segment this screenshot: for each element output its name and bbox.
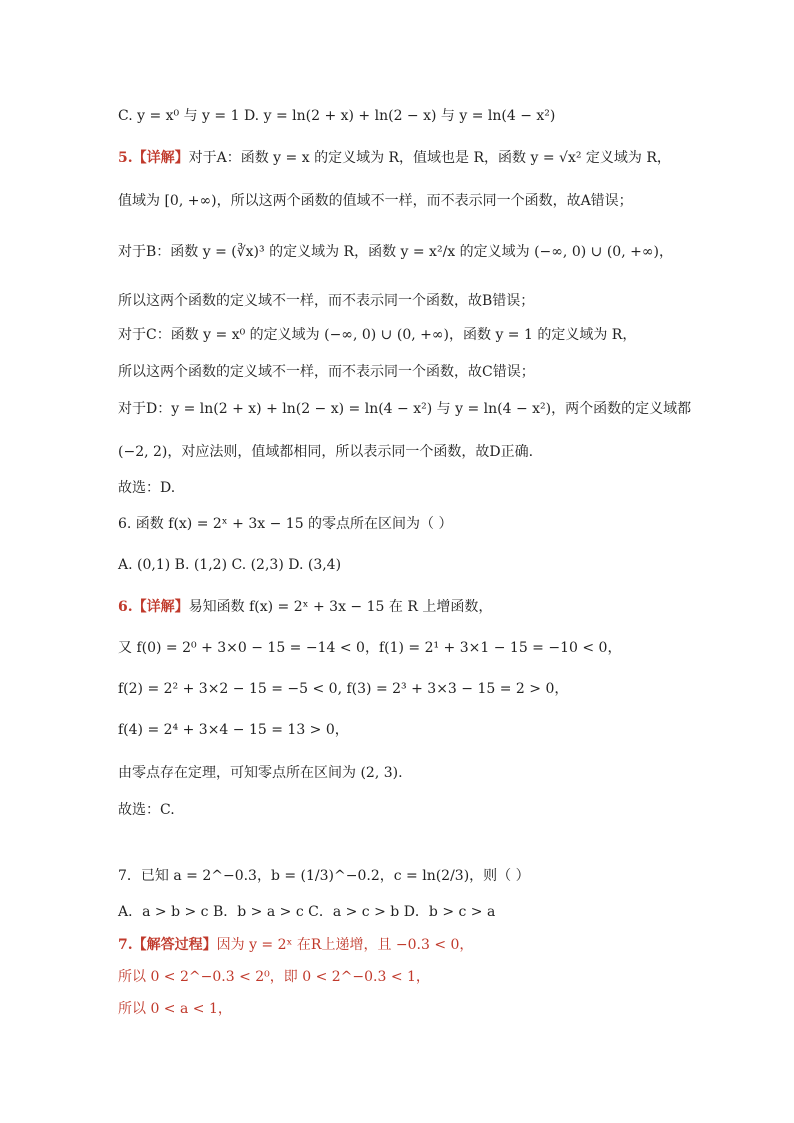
line-text: 又 f(0) = 2⁰ + 3×0 − 15 = −14 < 0，f(1) = 2¹ + 3×1 − 15 = −10 < 0， <box>118 640 622 656</box>
line-text: 6. 函数 f(x) = 2ˣ + 3x − 15 的零点所在区间为（ ） <box>118 516 453 532</box>
text-line <box>118 478 175 498</box>
line-text: 因为 y = 2ˣ 在R上递增，且 −0.3 < 0， <box>216 937 474 953</box>
text-line <box>118 399 691 419</box>
line-text: (−2, 2)，对应法则，值域都相同，所以表示同一个函数，故D正确. <box>118 444 534 460</box>
text-line <box>118 242 673 262</box>
line-text: 所以 0 < 2^−0.3 < 2⁰，即 0 < 2^−0.3 < 1， <box>118 969 430 985</box>
text-line <box>118 720 349 740</box>
text-line <box>118 866 530 886</box>
text-line <box>118 967 430 987</box>
text-line <box>118 325 636 345</box>
line-text: 由零点存在定理，可知零点所在区间为 (2, 3). <box>118 765 403 781</box>
text-line <box>118 362 535 382</box>
text-line <box>118 555 341 575</box>
text-line <box>118 763 403 783</box>
line-text: A. (0,1) B. (1,2) C. (2,3) D. (3,4) <box>118 557 342 573</box>
text-line <box>118 999 232 1019</box>
line-text: 对于C：函数 y = x⁰ 的定义域为 (−∞, 0) ∪ (0, +∞)，函数 y = 1 的定义域为 R， <box>118 327 637 343</box>
text-line <box>118 679 568 699</box>
text-line <box>118 191 633 211</box>
line-text: f(2) = 2² + 3×2 − 15 = −5 < 0, f(3) = 2³ + 3×3 − 15 = 2 > 0， <box>118 681 569 697</box>
text-line <box>118 935 473 955</box>
line-text: 易知函数 f(x) = 2ˣ + 3x − 15 在 R 上增函数， <box>188 599 493 615</box>
text-line <box>118 597 492 617</box>
solution-label: 7.【解答过程】 <box>118 937 217 953</box>
line-text: 故选：D. <box>118 480 176 496</box>
line-text: f(4) = 2⁴ + 3×4 − 15 = 13 > 0， <box>118 722 349 738</box>
line-text: A．a > b > c B．b > a > c C．a > c > b D．b > c > a <box>118 904 496 920</box>
text-line <box>118 291 534 311</box>
line-text: 7．已知 a = 2^−0.3，b = (1/3)^−0.2，c = ln(2/3)，则（ ） <box>118 868 530 884</box>
text-line <box>118 514 453 534</box>
line-text: C. y = x⁰ 与 y = 1 D. y = ln(2 + x) + ln(2 − x) 与 y = ln(4 − x²) <box>118 108 556 124</box>
solution-label: 5.【详解】 <box>118 150 189 166</box>
line-text: 值域为 [0, +∞)，所以这两个函数的值域不一样，而不表示同一个函数，故A错误； <box>118 193 633 209</box>
line-text: 对于B：函数 y = (∛x)³ 的定义域为 R，函数 y = x²/x 的定义域为 (−∞, 0) ∪ (0, +∞)， <box>118 244 673 260</box>
text-line <box>118 902 495 922</box>
text-line <box>118 148 671 168</box>
line-text: 对于A：函数 y = x 的定义域为 R，值域也是 R，函数 y = √x² 定义域为 R， <box>188 150 671 166</box>
line-text: 所以这两个函数的定义域不一样，而不表示同一个函数，故B错误； <box>118 293 535 309</box>
line-text: 所以这两个函数的定义域不一样，而不表示同一个函数，故C错误； <box>118 364 535 380</box>
line-text: 对于D：y = ln(2 + x) + ln(2 − x) = ln(4 − x²) 与 y = ln(4 − x²)，两个函数的定义域都 <box>118 401 692 417</box>
solution-label: 6.【详解】 <box>118 599 189 615</box>
line-text: 故选：C. <box>118 802 175 818</box>
text-line <box>118 442 533 462</box>
text-line <box>118 638 621 658</box>
text-line <box>118 800 175 820</box>
line-text: 所以 0 < a < 1， <box>118 1001 232 1017</box>
text-line <box>118 106 555 126</box>
